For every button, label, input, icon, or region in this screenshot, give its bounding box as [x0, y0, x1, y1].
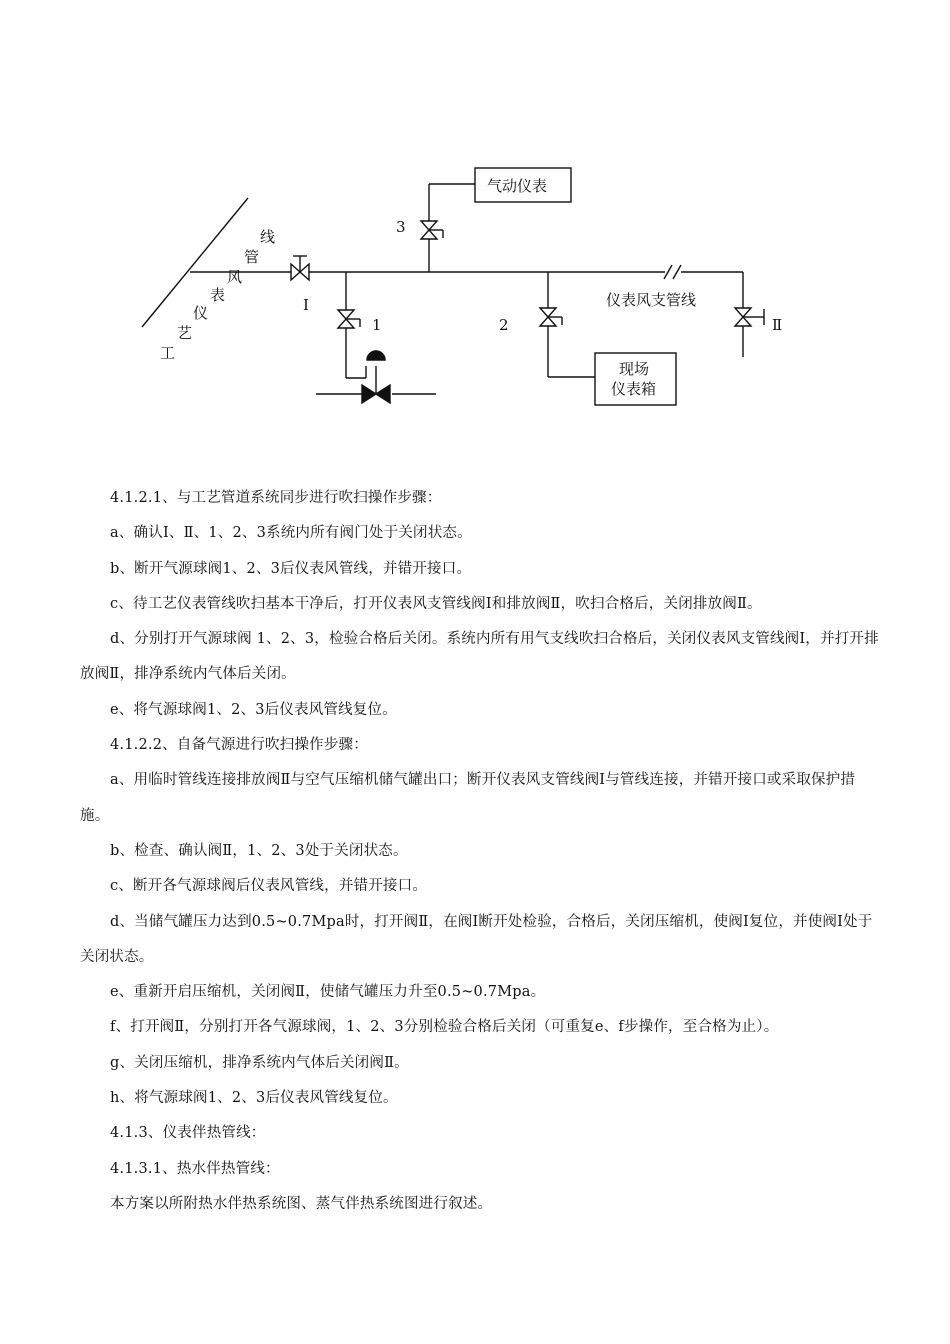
instrument-air-piping-diagram: [0, 0, 950, 440]
break-mark: [673, 265, 681, 279]
process-line-label-char: 仪: [193, 304, 209, 322]
branch-line-label: 仪表风支管线: [606, 291, 697, 309]
step-paragraph: h、将气源球阀1、2、3后仪表风管线复位。: [110, 1090, 398, 1107]
section-heading: 4.1.2.2、自备气源进行吹扫操作步骤：: [110, 737, 368, 754]
break-mark: [664, 265, 672, 279]
step-paragraph: b、断开气源球阀1、2、3后仪表风管线，并错开接口。: [110, 560, 472, 577]
valve-II-icon: [735, 308, 752, 326]
actuator-icon: [367, 351, 385, 360]
process-line-label-char: 线: [260, 228, 276, 246]
step-paragraph: d、当储气罐压力达到0.5~0.7Mpa时，打开阀Ⅱ，在阀Ⅰ断开处检验，合格后，关闭压缩机，使阀Ⅰ复位，并使阀Ⅰ处于关闭状态。: [80, 913, 873, 965]
valve-label-2: 2: [499, 316, 509, 334]
field-box-label: 仪表箱: [611, 380, 657, 398]
body-paragraph: 本方案以所附热水伴热系统图、蒸气伴热系统图进行叙述。: [110, 1195, 493, 1212]
step-paragraph: e、重新开启压缩机，关闭阀Ⅱ，使储气罐压力升至0.5~0.7Mpa。: [110, 984, 546, 1001]
section-heading: 4.1.3.1、热水伴热管线：: [110, 1160, 280, 1177]
step-paragraph: c、待工艺仪表管线吹扫基本干净后，打开仪表风支管线阀Ⅰ和排放阀Ⅱ，吹扫合格后，关闭排放阀Ⅱ。: [110, 595, 762, 612]
step-paragraph: a、确认Ⅰ、Ⅱ、1、2、3系统内所有阀门处于关闭状态。: [110, 525, 472, 542]
valve-I-icon: [291, 256, 309, 280]
field-box-label: 现场: [619, 360, 650, 378]
pneumatic-instrument-label: 气动仪表: [487, 177, 548, 195]
valve-1-icon: [338, 310, 360, 328]
step-paragraph: b、检查、确认阀Ⅱ，1、2、3处于关闭状态。: [110, 842, 408, 859]
step-paragraph: d、分别打开气源球阀 1、2、3，检验合格后关闭。系统内所有用气支线吹扫合格后，关闭仪表风支管线阀Ⅰ，并打开排放阀Ⅱ，排净系统内气体后关闭。: [80, 631, 879, 683]
valve-label-II: Ⅱ: [772, 316, 783, 334]
process-line-label-char: 艺: [177, 324, 193, 342]
section-heading: 4.1.2.1、与工艺管道系统同步进行吹扫操作步骤：: [110, 490, 442, 506]
step-paragraph: e、将气源球阀1、2、3后仪表风管线复位。: [110, 701, 397, 718]
valve-label-1: 1: [372, 316, 382, 334]
step-paragraph: c、断开各气源球阀后仪表风管线，并错开接口。: [110, 878, 428, 895]
valve-3-icon: [421, 221, 443, 239]
process-line-label-char: 管: [244, 248, 260, 266]
valve-label-3: 3: [396, 218, 406, 236]
process-line-label-char: 表: [210, 286, 226, 304]
document-body: [80, 481, 880, 1222]
step-paragraph: g、关闭压缩机，排净系统内气体后关闭阀Ⅱ。: [110, 1054, 409, 1071]
section-heading: 4.1.3、仪表伴热管线：: [110, 1125, 266, 1142]
process-line-label-char: 工: [160, 344, 176, 362]
process-line-label-char: 风: [227, 268, 243, 286]
step-paragraph: a、用临时管线连接排放阀Ⅱ与空气压缩机储气罐出口；断开仪表风支管线阀Ⅰ与管线连接，并错开接口或采取保护措施。: [80, 772, 856, 824]
valve-label-I: Ⅰ: [303, 296, 309, 314]
valve-2-icon: [540, 308, 562, 326]
step-paragraph: f、打开阀Ⅱ，分别打开各气源球阀，1、2、3分别检验合格后关闭（可重复e、f步操作，至合格为止）。: [110, 1019, 779, 1036]
